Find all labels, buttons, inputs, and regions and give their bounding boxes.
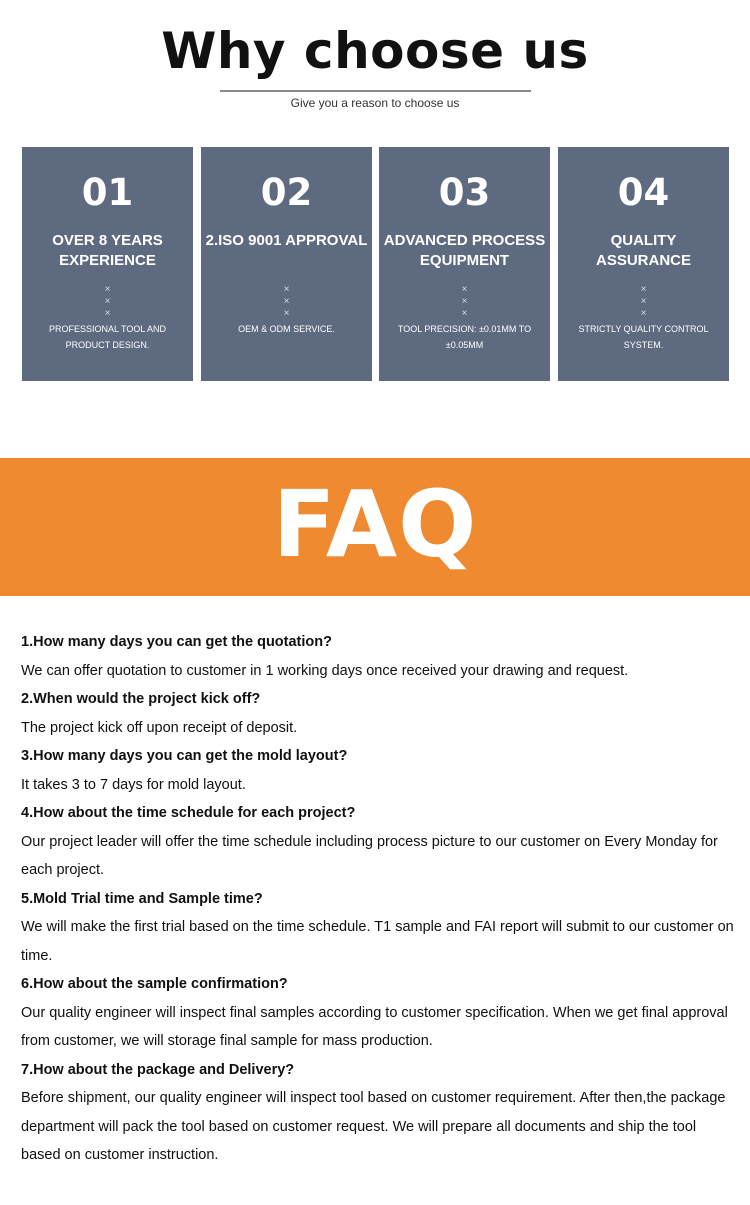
faq-list: [21, 628, 736, 1170]
feature-card-experience: [22, 147, 193, 381]
faq-answer: We can offer quotation to customer in 1 working days once received your drawing and request.: [21, 662, 629, 679]
faq-question: 3.How many days you can get the mold layout?: [21, 748, 348, 764]
faq-answer: The project kick off upon receipt of deposit.: [21, 719, 298, 736]
page-subtitle: Give you a reason to choose us: [290, 96, 460, 110]
card-title: QUALITY ASSURANCE: [595, 232, 691, 269]
faq-question: 1.How many days you can get the quotation?: [21, 634, 332, 650]
card-number: 03: [438, 171, 491, 214]
faq-question: 2.When would the project kick off?: [21, 691, 261, 707]
card-title: 2.ISO 9001 APPROVAL: [205, 232, 368, 249]
card-title: ADVANCED PROCESS EQUIPMENT: [383, 232, 546, 269]
card-description: TOOL PRECISION: ±0.01MM TO ±0.05MM: [397, 324, 532, 350]
page-title: Why choose us: [161, 22, 589, 80]
cross-marks-icon: × × ×: [104, 284, 111, 319]
faq-title: FAQ: [272, 471, 478, 578]
card-number: 01: [81, 171, 134, 214]
card-description: OEM & ODM SERVICE.: [238, 324, 335, 334]
faq-answer: Our quality engineer will inspect final samples according to customer specification. When we get final approval from customer, we will storage final sample for mass production.: [21, 1004, 728, 1049]
faq-question: 6.How about the sample confirmation?: [21, 976, 288, 992]
faq-question: 4.How about the time schedule for each project?: [21, 805, 356, 821]
faq-question: 5.Mold Trial time and Sample time?: [21, 890, 263, 907]
feature-card-quality: [558, 147, 729, 381]
card-number: 02: [260, 171, 313, 214]
faq-answer: We will make the first trial based on the time schedule. T1 sample and FAI report will submit to our customer on time.: [21, 919, 734, 964]
card-description: PROFESSIONAL TOOL AND PRODUCT DESIGN.: [48, 324, 167, 350]
card-description: STRICTLY QUALITY CONTROL SYSTEM.: [578, 324, 709, 350]
cross-marks-icon: × × ×: [640, 284, 647, 319]
faq-answer: Before shipment, our quality engineer will inspect tool based on customer requirement. After then,the package department will pack the tool based on customer request. We will prepare all documents and ship the tool based on customer instruction.: [21, 1090, 726, 1163]
card-number: 04: [617, 171, 670, 214]
faq-answer: Our project leader will offer the time schedule including process picture to our customer on Every Monday for each project.: [21, 833, 718, 878]
title-divider: [220, 90, 531, 92]
feature-card-iso: [201, 147, 372, 381]
feature-card-equipment: [379, 147, 550, 381]
card-title: OVER 8 YEARS EXPERIENCE: [52, 232, 163, 269]
cross-marks-icon: × × ×: [283, 284, 290, 319]
faq-question: 7.How about the package and Delivery?: [21, 1061, 295, 1078]
faq-answer: It takes 3 to 7 days for mold layout.: [21, 776, 246, 793]
cross-marks-icon: × × ×: [461, 284, 468, 319]
